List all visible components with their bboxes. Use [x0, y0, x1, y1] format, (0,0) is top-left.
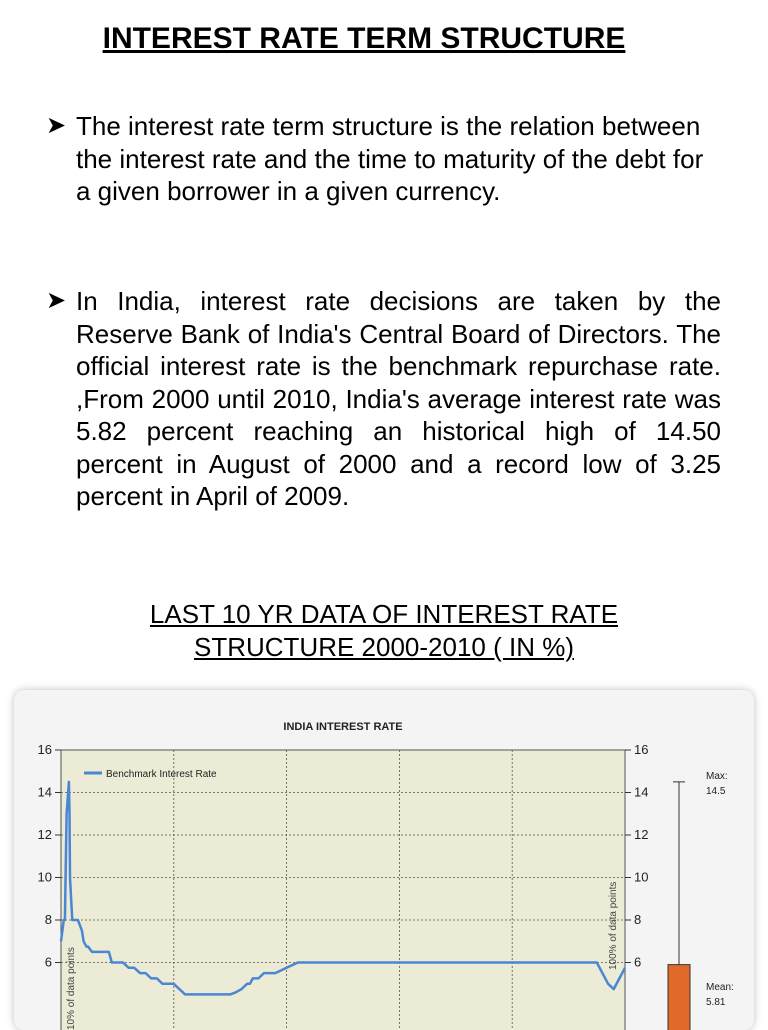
chart-section-heading-line-2: STRUCTURE 2000-2010 ( IN %)	[194, 632, 574, 662]
legend-label: Benchmark Interest Rate	[106, 769, 217, 780]
interest-rate-chart	[14, 690, 754, 1030]
page-title: INTEREST RATE TERM STRUCTURE	[102, 22, 626, 55]
bullet-item-2	[46, 285, 721, 513]
y-tick-label-left: 10	[37, 869, 52, 885]
bullet-text-2: In India, interest rate decisions are taken by the Reserve Bank of India's Central Board of Directors. The official interest rate is the benchmark repurchase rate. ,From 2000 until 2010, India's average interest rate was 5.82 percent reaching an historical high of 14.50 percent in August of 2000 and a record low of 3.25 percent in April of 2009.	[76, 286, 721, 511]
y-tick-label-right: 6	[634, 954, 642, 970]
chart-frame	[14, 690, 754, 1030]
left-axis-data-points-label: 10% of data points	[66, 947, 77, 1030]
right-axis-data-points-label: 100% of data points	[608, 881, 619, 970]
chart-title: INDIA INTEREST RATE	[283, 721, 403, 733]
mean-bar	[668, 965, 690, 1030]
y-tick-label-left: 8	[44, 912, 52, 927]
y-tick-label-right: 14	[634, 784, 649, 800]
chart-section-heading	[0, 598, 768, 664]
max-label: Max:	[706, 771, 728, 782]
y-tick-label-left: 12	[37, 827, 52, 842]
y-tick-label-left: 16	[37, 742, 52, 757]
y-tick-label-right: 12	[634, 827, 649, 842]
bullet-text-1: The interest rate term structure is the relation between the interest rate and the time to maturity of the debt for a given borrower in a given currency.	[76, 111, 704, 206]
y-tick-label-right: 10	[634, 869, 649, 885]
plot-area	[61, 750, 625, 1030]
y-tick-label-right: 8	[634, 912, 642, 927]
arrow-bullet-icon: ➤	[46, 287, 67, 314]
y-tick-label-left: 14	[37, 784, 52, 800]
arrow-bullet-icon: ➤	[46, 112, 67, 139]
mean-label: Mean:	[706, 982, 734, 993]
max-value: 14.5	[706, 786, 726, 797]
mean-value: 5.81	[706, 997, 726, 1008]
bullet-item-1	[46, 110, 721, 208]
y-tick-label-right: 16	[634, 742, 649, 757]
y-tick-label-left: 6	[44, 954, 52, 970]
chart-section-heading-line-1: LAST 10 YR DATA OF INTEREST RATE	[149, 599, 619, 629]
